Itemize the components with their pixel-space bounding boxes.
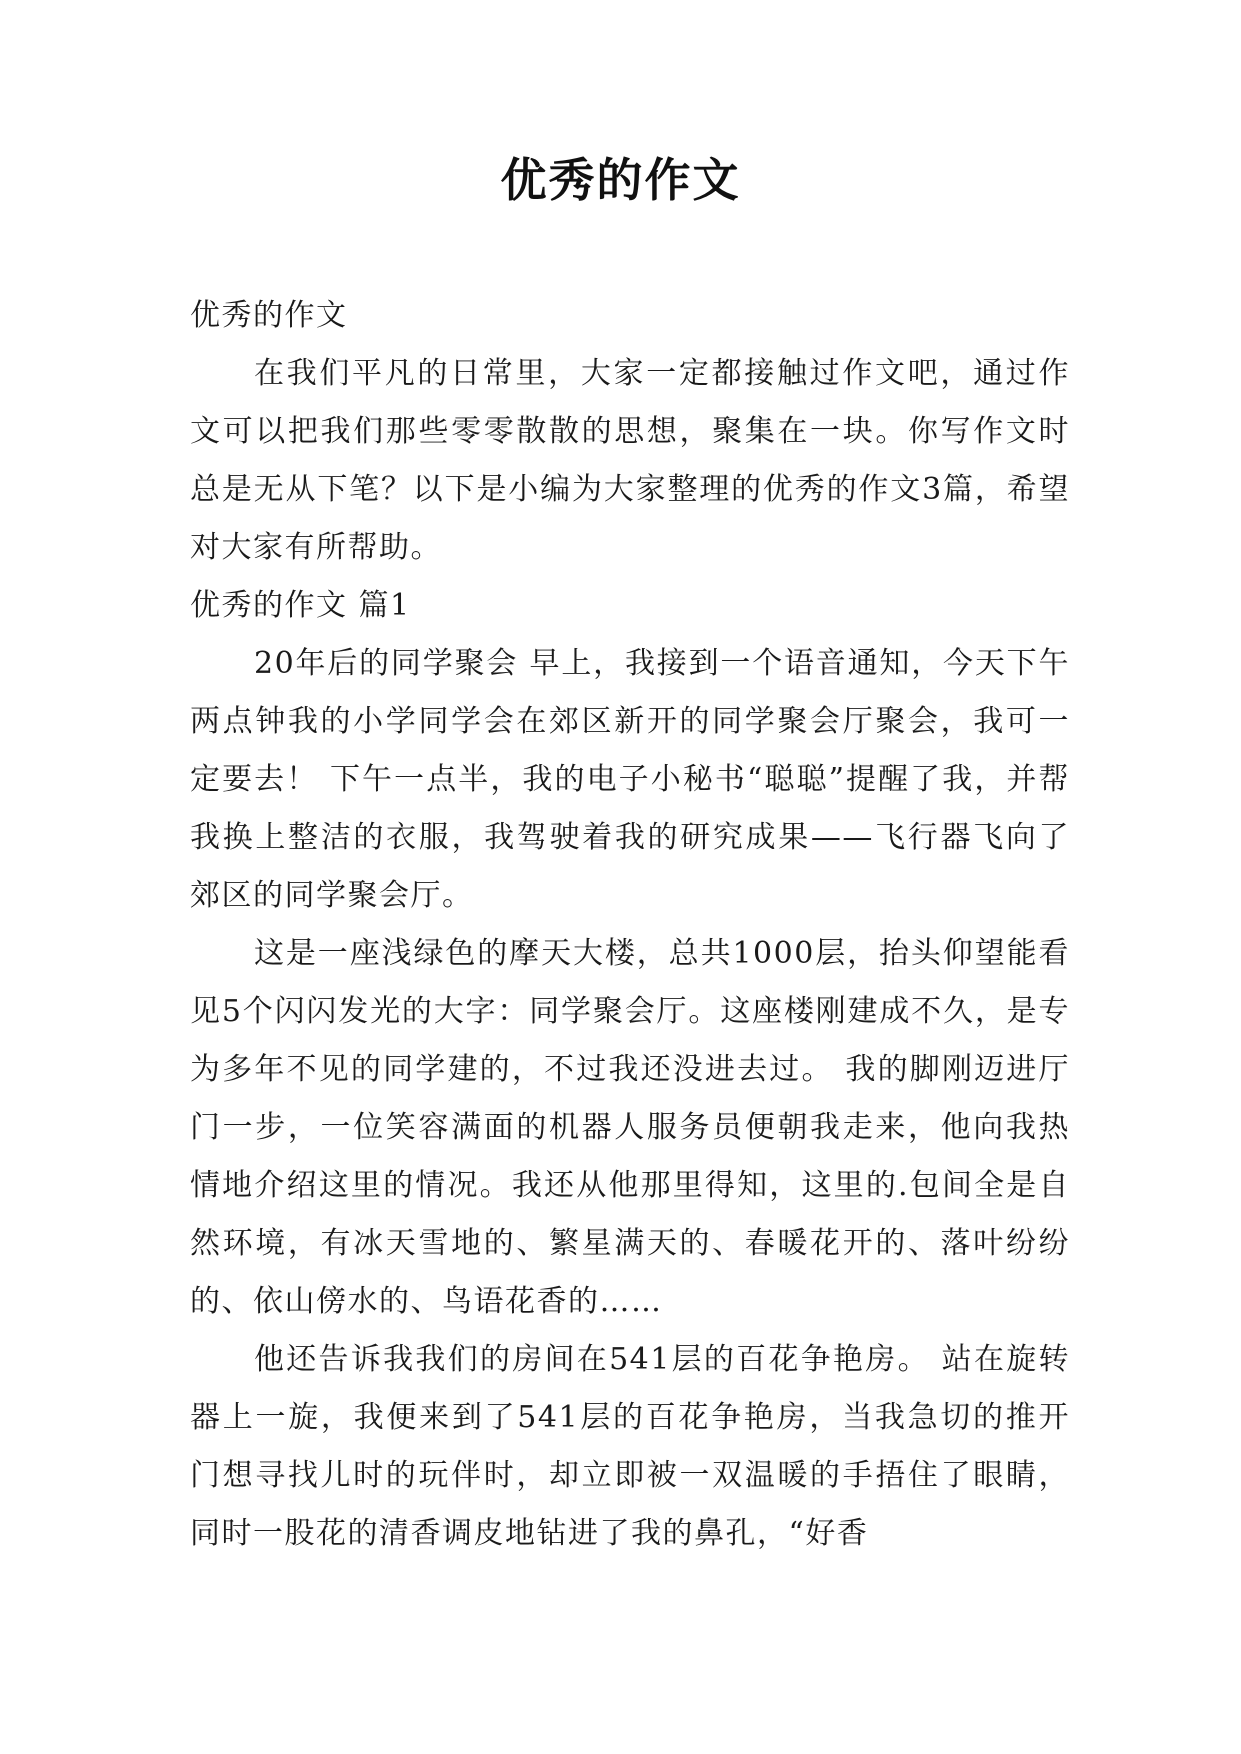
document-title: 优秀的作文 — [500, 153, 741, 207]
section-heading: 优秀的作文 篇1 — [190, 588, 411, 623]
body-paragraph: 这是一座浅绿色的摩天大楼，总共1000层，抬头仰望能看见5个闪闪发光的大字：同学聚会厅。这座楼刚建成不久，是专为多年不见的同学建的，不过我还没进去过。 我的脚刚迈进厅门一步，一位笑容满面的机器人服务员便朝我走来，他向我热情地介绍这里的情况。我还从他那里得知，这里的.包间全是自然环境，有冰天雪地的、繁星满天的、春暖花开的、落叶纷纷的、依山傍水的、鸟语花香的…… — [190, 936, 1070, 1319]
body-paragraph: 他还告诉我我们的房间在541层的百花争艳房。 站在旋转器上一旋，我便来到了541层的百花争艳房，当我急切的推开门想寻找儿时的玩伴时，却立即被一双温暖的手捂住了眼睛，同时一股花的清香调皮地钻进了我的鼻孔，“好香 — [190, 1342, 1070, 1551]
document-body — [190, 287, 1070, 1563]
document-subtitle: 优秀的作文 — [190, 298, 348, 333]
intro-paragraph: 在我们平凡的日常里，大家一定都接触过作文吧，通过作文可以把我们那些零零散散的思想，聚集在一块。你写作文时总是无从下笔？以下是小编为大家整理的优秀的作文3篇，希望对大家有所帮助。 — [190, 356, 1070, 565]
body-paragraph: 20年后的同学聚会 早上，我接到一个语音通知，今天下午两点钟我的小学同学会在郊区新开的同学聚会厅聚会，我可一定要去！ 下午一点半，我的电子小秘书“聪聪”提醒了我，并帮我换上整洁的衣服，我驾驶着我的研究成果——飞行器飞向了郊区的同学聚会厅。 — [190, 646, 1070, 913]
